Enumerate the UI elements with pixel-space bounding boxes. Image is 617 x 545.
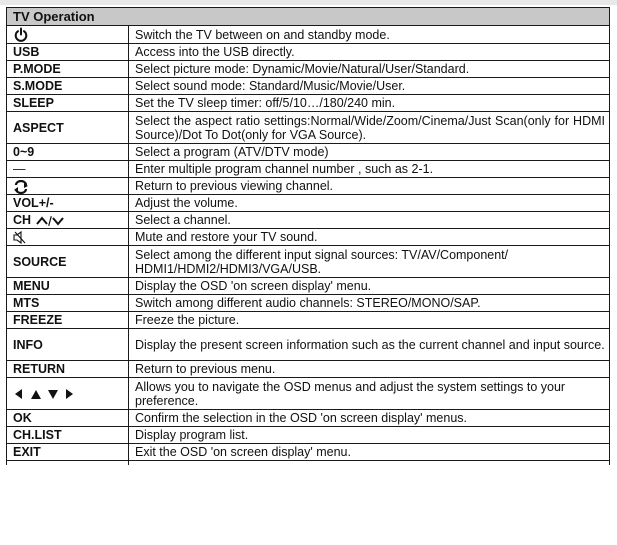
key-cell: CH.LIST (7, 427, 129, 444)
key-cell: USB (7, 44, 129, 61)
description-cell: Select among the different input signal sources: TV/AV/Component/ HDMI1/HDMI2/HDMI3/VGA/USB. (129, 246, 610, 278)
key-cell: OK (7, 410, 129, 427)
tail-cell (129, 461, 610, 465)
table-row-info (7, 329, 610, 361)
table-row-smode (7, 78, 610, 95)
key-cell: INFO (7, 329, 129, 361)
key-cell: RETURN (7, 361, 129, 378)
table-row-power (7, 26, 610, 44)
description-cell: Freeze the picture. (129, 312, 610, 329)
key-cell: MTS (7, 295, 129, 312)
key-cell (7, 212, 129, 229)
key-cell: SLEEP (7, 95, 129, 112)
table-row-source (7, 246, 610, 278)
description-cell: Access into the USB directly. (129, 44, 610, 61)
key-cell (7, 26, 129, 44)
description-cell: Switch among different audio channels: STEREO/MONO/SAP. (129, 295, 610, 312)
table-row-dash (7, 161, 610, 178)
description-cell: Set the TV sleep timer: off/5/10…/180/240 min. (129, 95, 610, 112)
channel-up-down-icon (35, 215, 65, 227)
table-row-freeze (7, 312, 610, 329)
table-row-menu (7, 278, 610, 295)
description-cell: Select the aspect ratio settings:Normal/Wide/Zoom/Cinema/Just Scan(only for HDMI Source)/Dot To Dot(only for VGA Source). (129, 112, 610, 144)
key-cell: VOL+/- (7, 195, 129, 212)
key-cell: EXIT (7, 444, 129, 461)
description-cell: Display the present screen information such as the current channel and input source. (129, 329, 610, 361)
table-row-aspect (7, 112, 610, 144)
description-cell: Mute and restore your TV sound. (129, 229, 610, 246)
page-top-strip (0, 0, 617, 5)
description-cell: Return to previous viewing channel. (129, 178, 610, 195)
description-cell: Enter multiple program channel number , such as 2-1. (129, 161, 610, 178)
key-cell: MENU (7, 278, 129, 295)
description-cell: Return to previous menu. (129, 361, 610, 378)
table-row-mute (7, 229, 610, 246)
description-cell: Select a channel. (129, 212, 610, 229)
key-cell: 0~9 (7, 144, 129, 161)
tail-cell (7, 461, 129, 465)
table-row-exit (7, 444, 610, 461)
key-cell: S.MODE (7, 78, 129, 95)
table-row-channel (7, 212, 610, 229)
tv-operation-table (6, 7, 610, 465)
description-cell: Display the OSD 'on screen display' menu. (129, 278, 610, 295)
navigation-arrows-icon (13, 388, 77, 400)
description-cell: Confirm the selection in the OSD 'on screen display' menus. (129, 410, 610, 427)
key-cell: ASPECT (7, 112, 129, 144)
table-row-navigation (7, 378, 610, 410)
description-cell: Select picture mode: Dynamic/Movie/Natural/User/Standard. (129, 61, 610, 78)
table-row-pmode (7, 61, 610, 78)
power-icon (13, 27, 29, 43)
description-cell: Switch the TV between on and standby mode. (129, 26, 610, 44)
key-cell: — (7, 161, 129, 178)
description-cell: Allows you to navigate the OSD menus and adjust the system settings to your preference. (129, 378, 610, 410)
description-cell: Display program list. (129, 427, 610, 444)
key-cell: FREEZE (7, 312, 129, 329)
table-row-ok (7, 410, 610, 427)
description-cell: Select sound mode: Standard/Music/Movie/User. (129, 78, 610, 95)
table-row-return (7, 361, 610, 378)
table-header-row (7, 8, 610, 26)
key-cell (7, 229, 129, 246)
key-cell: P.MODE (7, 61, 129, 78)
table-row-sleep (7, 95, 610, 112)
table-tail-row (7, 461, 610, 465)
table-row-volume (7, 195, 610, 212)
key-cell: SOURCE (7, 246, 129, 278)
table-row-chlist (7, 427, 610, 444)
key-cell (7, 378, 129, 410)
table-row-recall (7, 178, 610, 195)
key-label: CH (13, 213, 32, 228)
table-row-digits (7, 144, 610, 161)
table-row-usb (7, 44, 610, 61)
key-cell (7, 178, 129, 195)
recall-icon (13, 180, 29, 194)
mute-icon (13, 231, 27, 244)
description-cell: Adjust the volume. (129, 195, 610, 212)
table-title: TV Operation (7, 8, 610, 26)
description-cell: Exit the OSD 'on screen display' menu. (129, 444, 610, 461)
description-cell: Select a program (ATV/DTV mode) (129, 144, 610, 161)
table-row-mts (7, 295, 610, 312)
